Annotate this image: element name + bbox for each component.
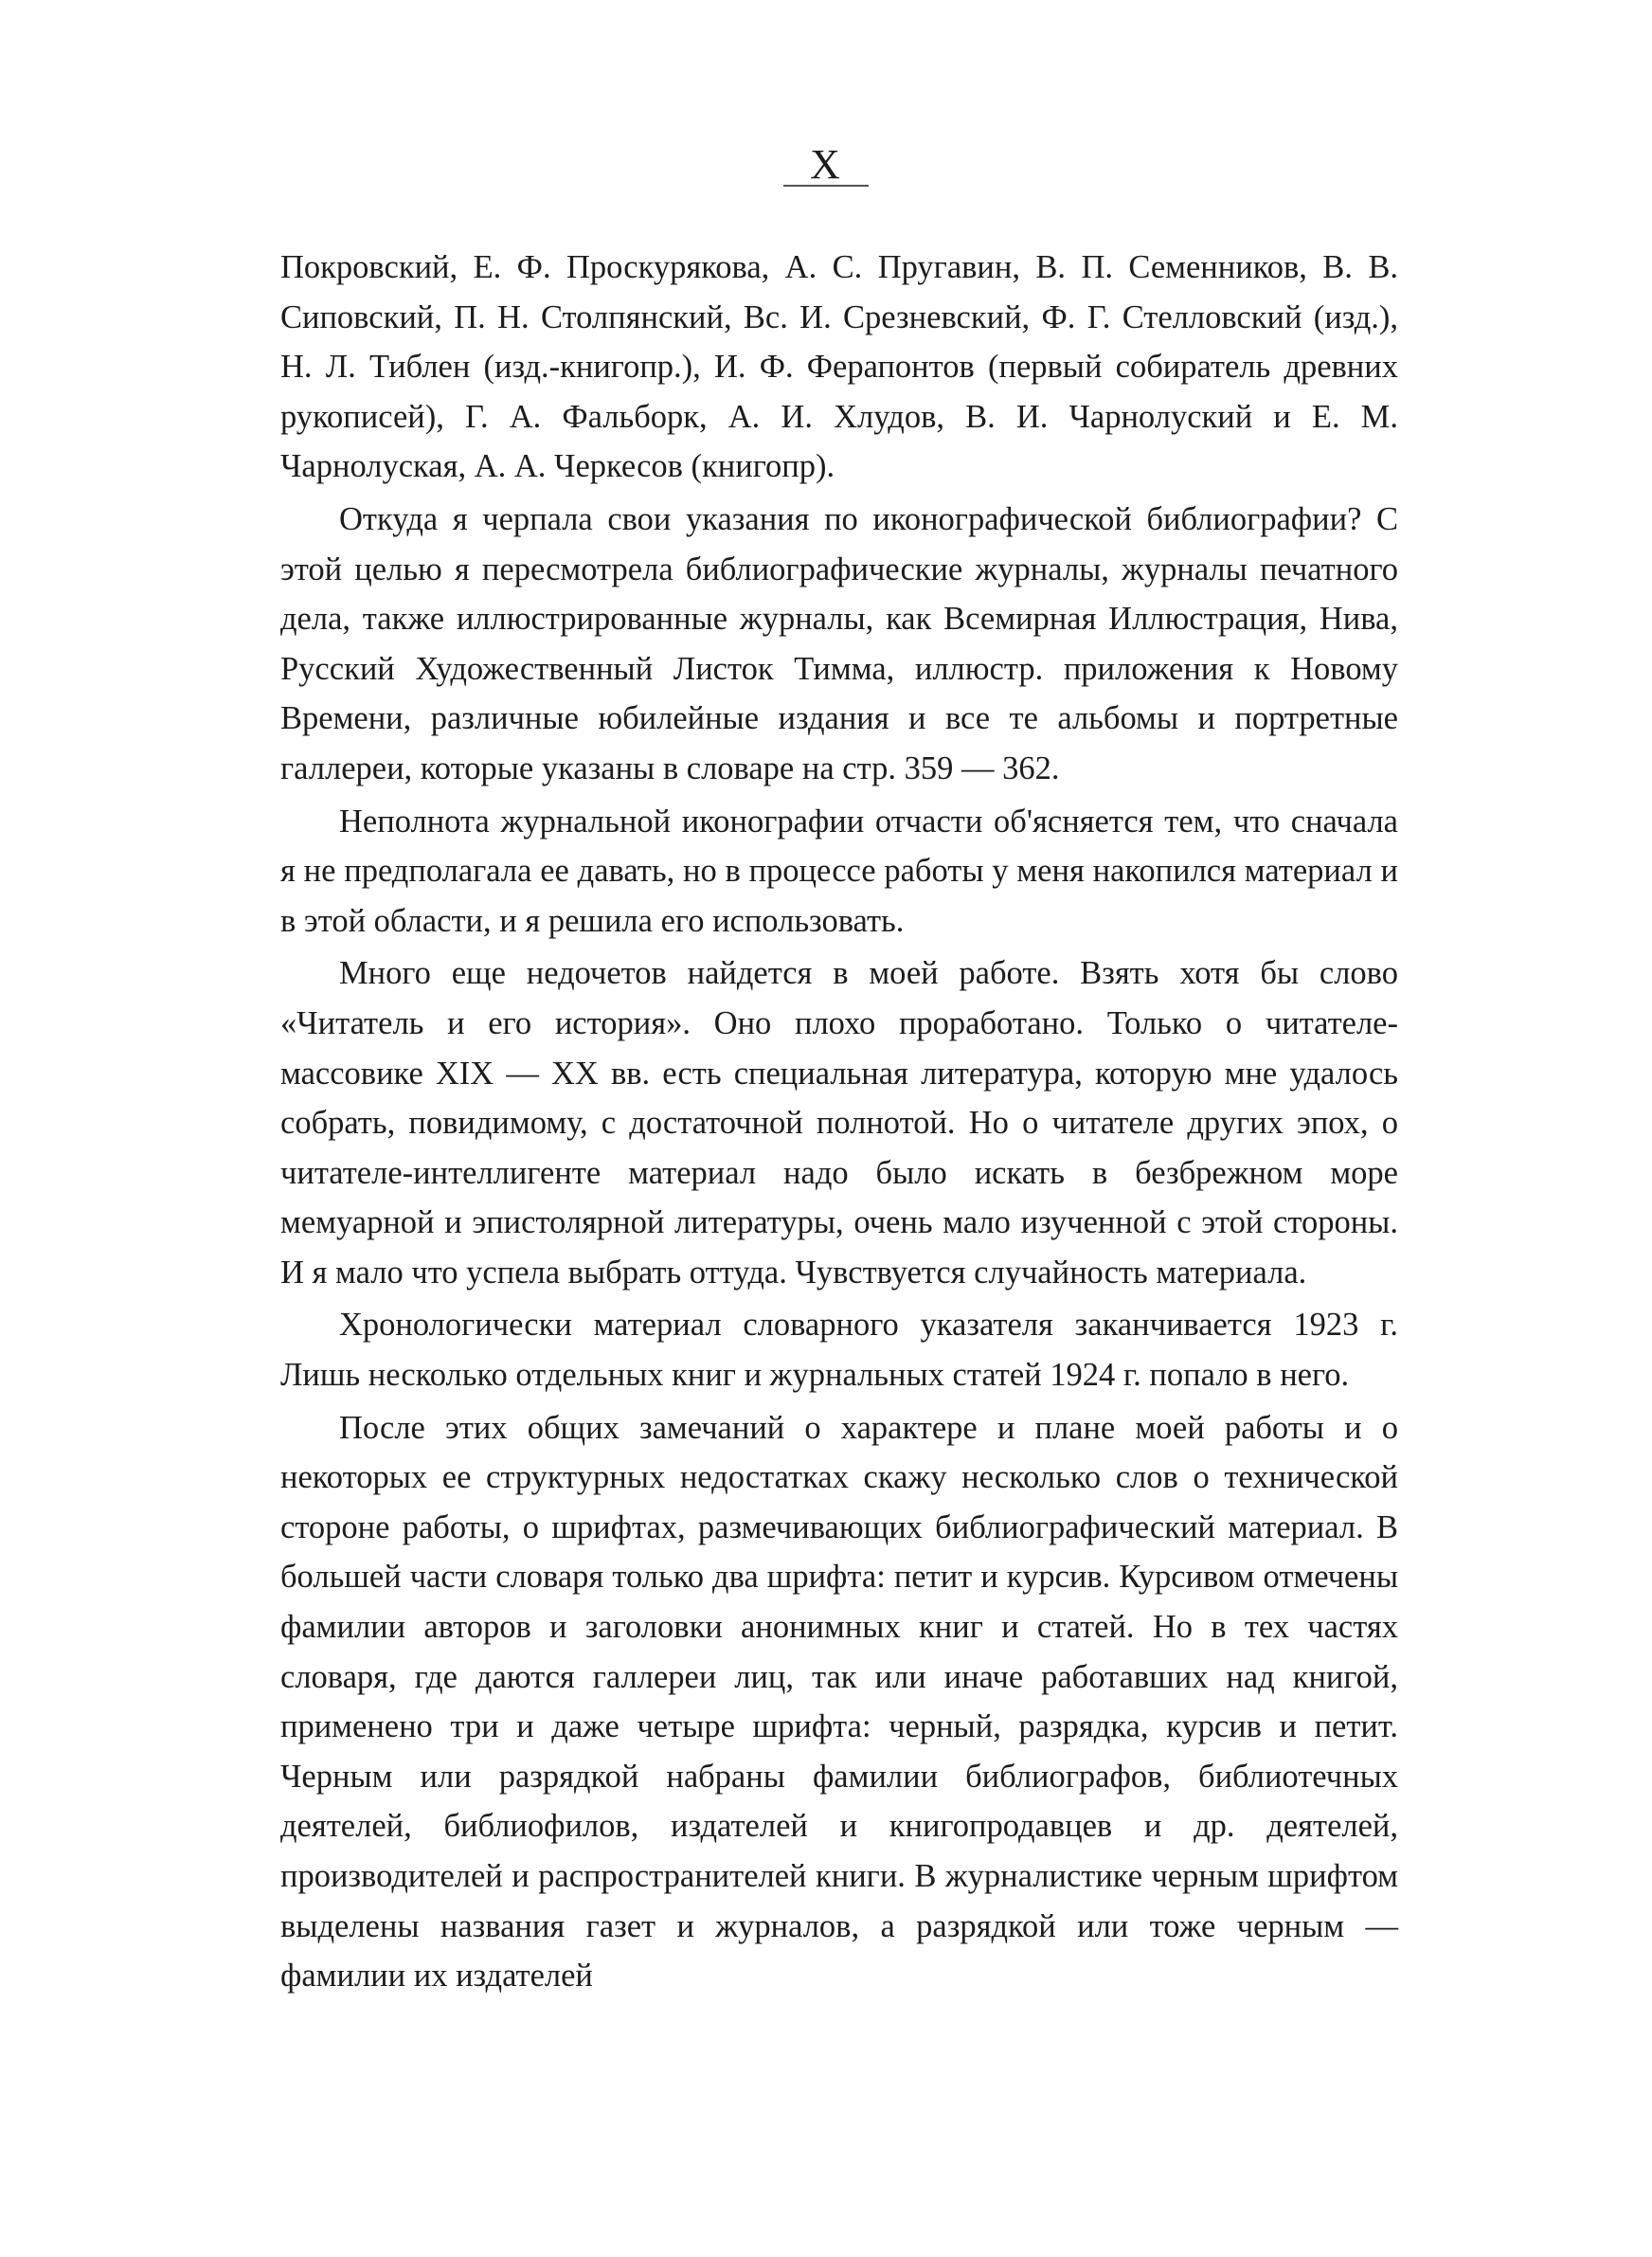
paragraph: После этих общих замечаний о характере и плане моей работы и о некоторых ее структурных недостатках скажу несколько слов о технической стороне работы, о шрифтах, размечивающих библиографический материал. В большей части словаря только два шрифта: петит и курсив. Курсивом отмечены фамилии авторов и заголовки анонимных книг и статей. Но в тех частях словаря, где даются галлереи лиц, так или иначе работавших над книгой, применено три и даже четыре шрифта: черный, разрядка, курсив и петит. Черным или разрядкой набраны фамилии библиографов, библиотечных деятелей, библиофилов, издателей и книгопродавцев и др. деятелей, производителей и распространителей книги. В журналистике черным шрифтом выделены названия газет и журналов, а разрядкой или тоже черным — фамилии их издателей — [280, 1409, 1398, 1995]
paragraph: Откуда я черпала свои указания по иконографической библиографии? С этой целью я пересмотрела библиографические журналы, журналы печатного дела, также иллюстрированные журналы, как Всемирная Иллюстрация, Нива, Русский Художественный Листок Тимма, иллюстр. приложения к Новому Времени, различные юбилейные издания и все те альбомы и портретные галлереи, которые указаны в словаре на стр. 359 — 362. — [280, 500, 1398, 786]
paragraph: Неполнота журнальной иконографии отчасти об'ясняется тем, что сначала я не предполагала ее давать, но в процессе работы у меня накопился материал и в этой области, и я решила его использовать. — [280, 803, 1398, 939]
page-number — [0, 140, 1652, 187]
page-number-label: X — [810, 141, 842, 188]
paragraph-continuation: Покровский, Е. Ф. Проскурякова, А. С. Пругавин, В. П. Семенников, В. В. Сиповский, П. Н. Столпянский, Вс. И. Срезневский, Ф. Г. Стелловский (изд.), Н. Л. Тиблен (изд.-книгопр.), И. Ф. Ферапонтов (первый собиратель древних рукописей), Г. А. Фальборк, А. И. Хлудов, В. И. Чарнолуский и Е. М. Чарнолуская, А. А. Черкесов (книгопр). — [280, 249, 1398, 485]
body-text — [280, 243, 1398, 2001]
paragraph: Хронологически материал словарного указателя заканчивается 1923 г. Лишь несколько отдельных книг и журнальных статей 1924 г. попало в него. — [280, 1307, 1398, 1394]
paragraph: Много еще недочетов найдется в моей работе. Взять хотя бы слово «Читатель и его история». Оно плохо проработано. Только о читателе-массовике XIX — XX вв. есть специальная литература, которую мне удалось собрать, повидимому, с достаточной полнотой. Но о читателе других эпох, о читателе-интеллигенте материал надо было искать в безбрежном море мемуарной и эпистолярной литературы, очень мало изученной с этой стороны. И я мало что успела выбрать оттуда. Чувствуется случайность материала. — [280, 955, 1398, 1291]
